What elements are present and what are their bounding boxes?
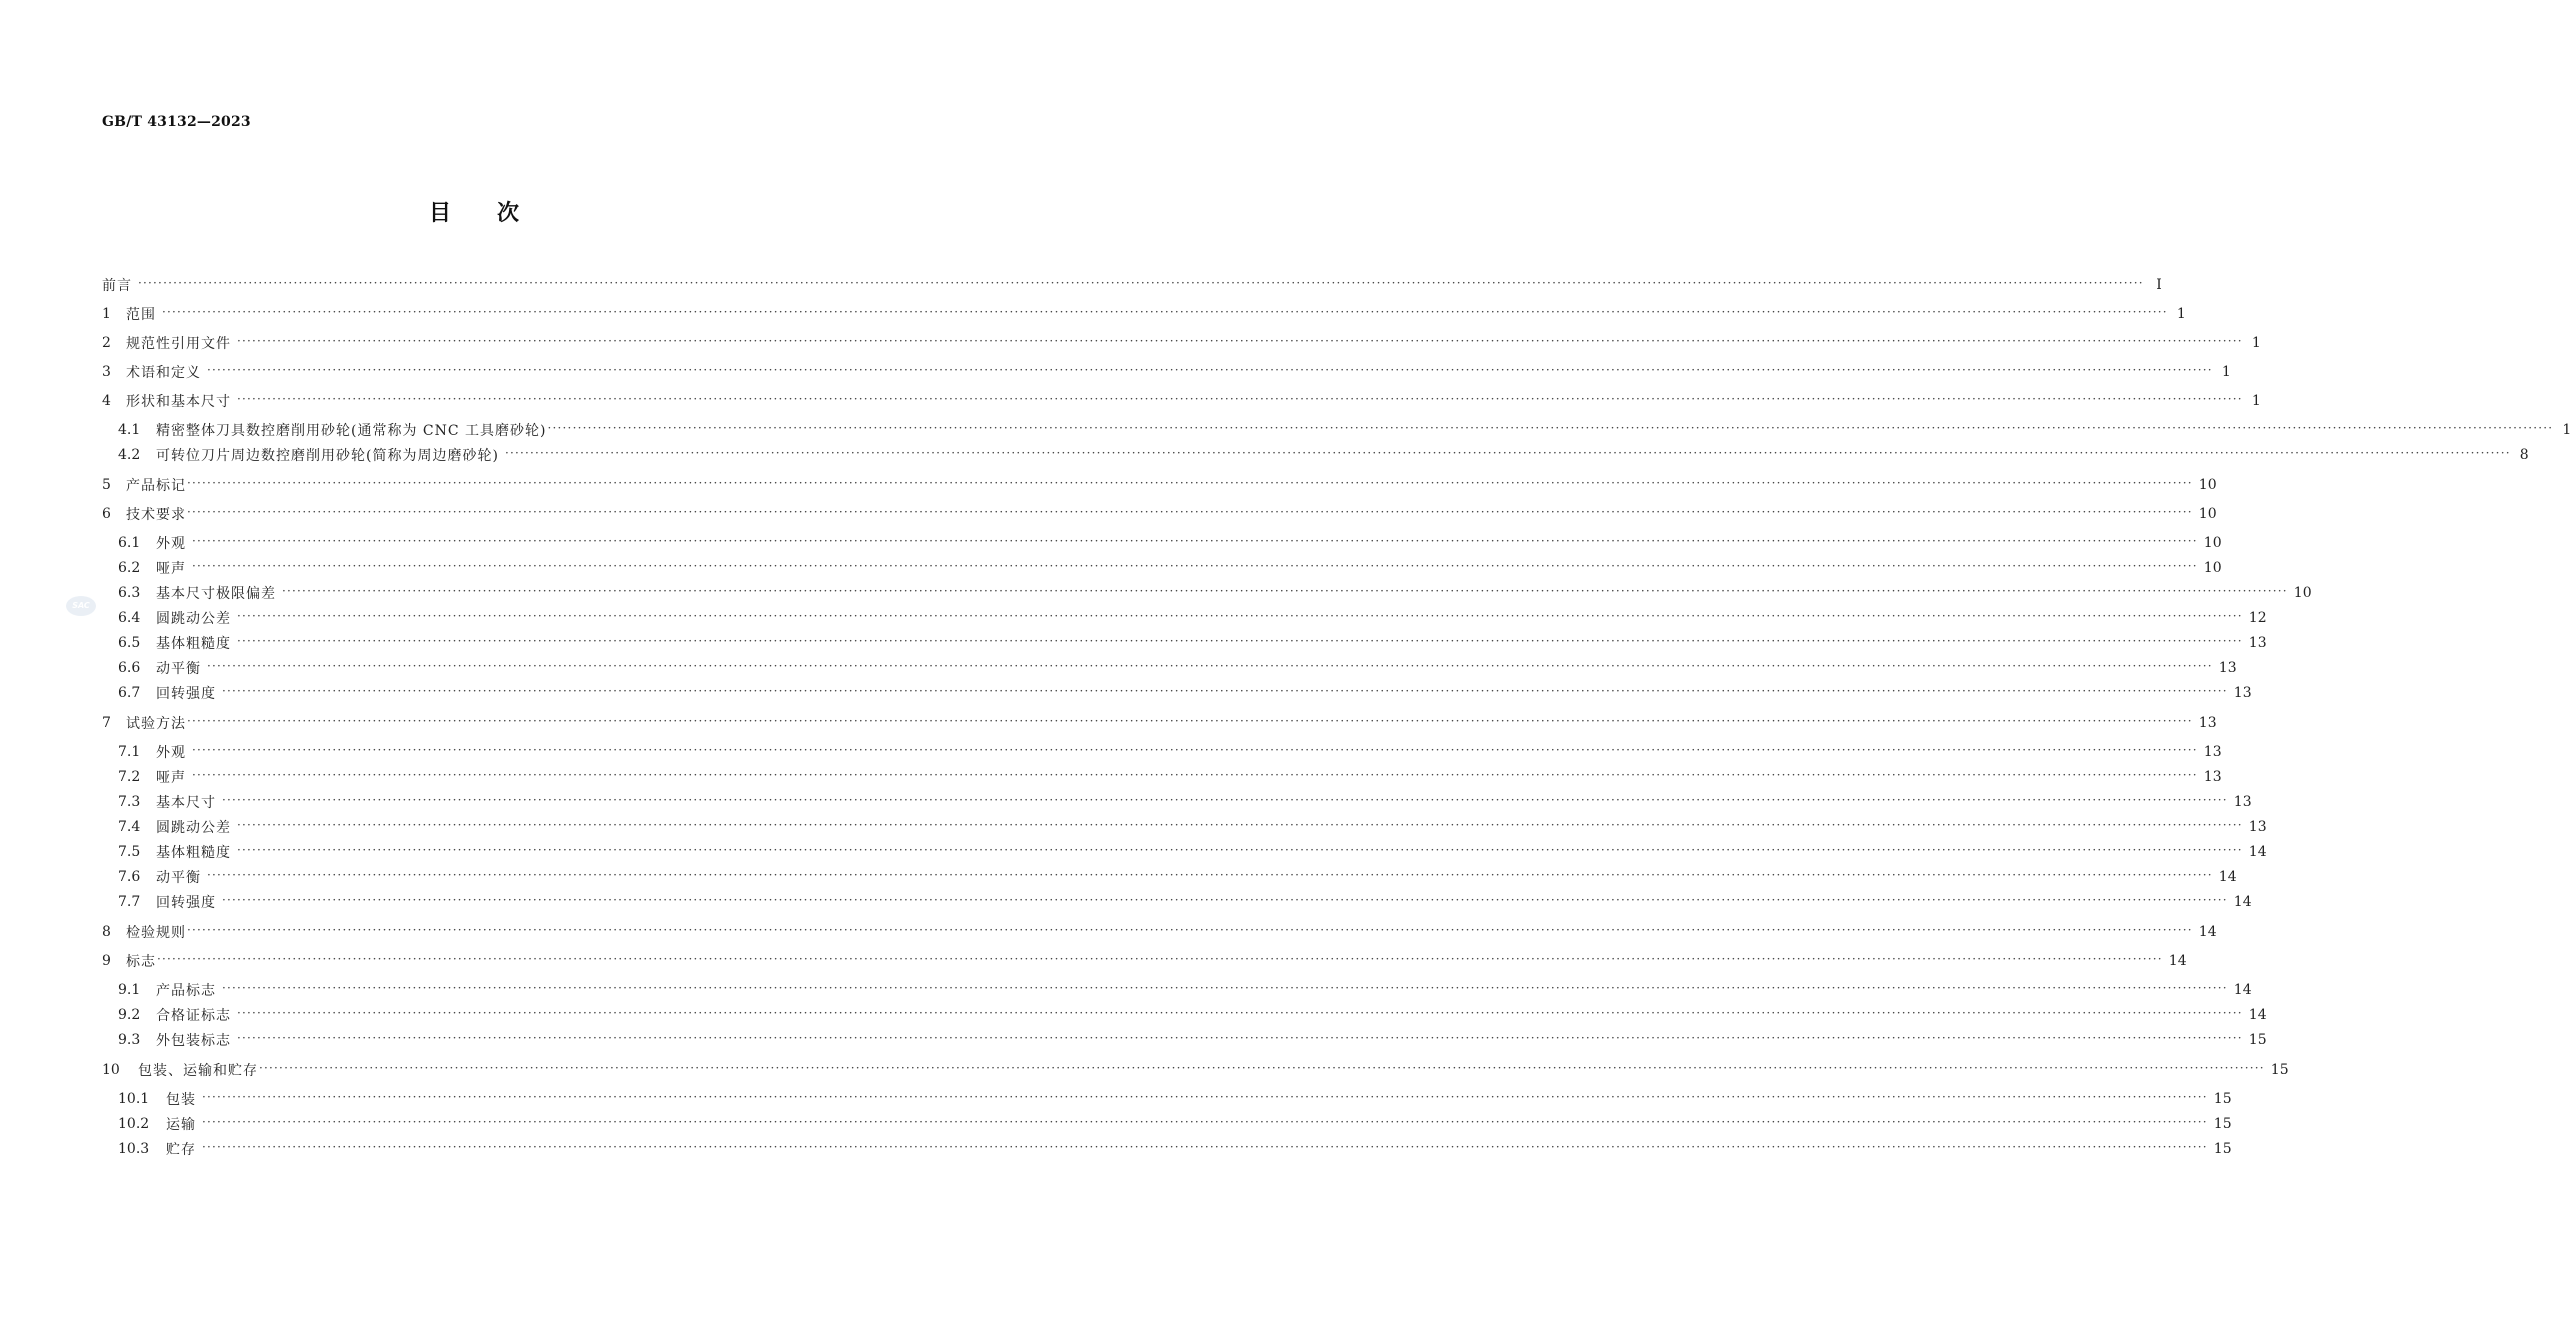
toc-entry[interactable] — [118, 444, 2529, 466]
toc-leader-dots: ················································································································································································································································································································································································································ — [162, 305, 2168, 319]
toc-entry-title: 包装、运输和贮存 — [138, 1063, 258, 1079]
toc-entry-title: 形状和基本尺寸 — [126, 394, 231, 410]
toc-entry-title: 精密整体刀具数控磨削用砂轮(通常称为 CNC 工具磨砂轮) — [156, 423, 547, 439]
toc-entry-number: 6.5 — [118, 635, 141, 651]
toc-entry-number: 6.6 — [118, 660, 141, 676]
toc-entry[interactable] — [118, 557, 2222, 579]
toc-leader-dots: ················································································································································································································································································································································································································ — [157, 952, 2163, 966]
toc-entry-number: 7.5 — [118, 844, 141, 860]
toc-entry-title: 哑声 — [156, 561, 186, 577]
toc-leader-dots: ················································································································································································································································································································································································································ — [259, 1061, 2265, 1075]
toc-entry-page-number: 10 — [2203, 535, 2222, 551]
toc-entry-number: 7.7 — [118, 894, 141, 910]
toc-entry-number: 8 — [102, 924, 111, 940]
toc-entry-page-number: 13 — [2203, 769, 2222, 785]
toc-leader-dots: ················································································································································································································································································································································································································ — [202, 1090, 2208, 1104]
toc-entry-page-number: 1 — [2251, 335, 2261, 351]
toc-entry[interactable] — [118, 891, 2252, 913]
toc-leader-dots: ················································································································································································································································································································································································································ — [237, 1031, 2243, 1045]
toc-entry-page-number: 15 — [2213, 1116, 2232, 1132]
toc-entry[interactable] — [102, 921, 2217, 943]
toc-entry[interactable] — [118, 816, 2267, 838]
toc-leader-dots: ················································································································································································································································································································································································································ — [282, 584, 2288, 598]
toc-entry-number: 7.1 — [118, 744, 141, 760]
toc-entry-page-number: 14 — [2168, 953, 2187, 969]
toc-entry-page-number: 13 — [2203, 744, 2222, 760]
toc-entry-page-number: 1 — [2251, 393, 2261, 409]
toc-entry[interactable] — [102, 332, 2261, 354]
toc-entry-number: 10.2 — [118, 1116, 150, 1132]
toc-entry-page-number: 14 — [2248, 1007, 2267, 1023]
toc-entry-title: 贮存 — [166, 1142, 196, 1158]
toc-leader-dots: ················································································································································································································································································································································································································ — [187, 476, 2193, 490]
toc-entry[interactable] — [118, 841, 2267, 863]
toc-entry-title: 标志 — [126, 954, 156, 970]
toc-entry-number: 9.2 — [118, 1007, 141, 1023]
toc-entry-page-number: 1 — [2221, 364, 2231, 380]
toc-leader-dots: ················································································································································································································································································································································································································ — [192, 743, 2198, 757]
toc-entry-page-number: 14 — [2198, 924, 2217, 940]
toc-entry-page-number: 14 — [2233, 982, 2252, 998]
toc-entry-number: 7 — [102, 715, 111, 731]
toc-entry-title: 外包装标志 — [156, 1033, 231, 1049]
toc-entry-page-number: 13 — [2198, 715, 2217, 731]
toc-leader-dots: ················································································································································································································································································································································································································ — [504, 446, 2511, 460]
toc-entry-title: 检验规则 — [126, 925, 186, 941]
toc-leader-dots: ················································································································································································································································································································································································································ — [222, 793, 2228, 807]
toc-entry-page-number: 10 — [2198, 477, 2217, 493]
toc-entry[interactable] — [118, 657, 2237, 679]
toc-entry-number: 7.3 — [118, 794, 141, 810]
toc-leader-dots: ················································································································································································································································································································································································································ — [237, 334, 2243, 348]
toc-entry-number: 6 — [102, 506, 111, 522]
toc-entry-title: 回转强度 — [156, 895, 216, 911]
toc-leader-dots: ················································································································································································································································································································································································································ — [237, 843, 2243, 857]
toc-entry-number: 9 — [102, 953, 111, 969]
toc-entry-title: 外观 — [156, 536, 186, 552]
toc-entry[interactable] — [118, 791, 2252, 813]
toc-entry-title: 圆跳动公差 — [156, 611, 231, 627]
toc-leader-dots: ················································································································································································································································································································································································································ — [192, 534, 2198, 548]
toc-entry[interactable] — [118, 1029, 2267, 1051]
toc-leader-dots: ················································································································································································································································································································································································································ — [237, 818, 2243, 832]
toc-entry-title: 前言 — [102, 278, 132, 294]
toc-entry-page-number: 15 — [2213, 1091, 2232, 1107]
toc-leader-dots: ················································································································································································································································································································································································································ — [187, 923, 2193, 937]
toc-entry-number: 4.1 — [118, 422, 141, 438]
toc-entry-page-number: 15 — [2270, 1062, 2289, 1078]
toc-title-char: 目 — [428, 201, 453, 226]
toc-entry[interactable] — [102, 950, 2187, 972]
toc-entry-title: 产品标记 — [126, 478, 186, 494]
toc-title-char: 次 — [497, 201, 522, 226]
toc-entry-page-number: 8 — [2519, 447, 2529, 463]
toc-entry-number: 4 — [102, 393, 111, 409]
toc-entry[interactable] — [118, 582, 2312, 604]
toc-entry-page-number: 10 — [2203, 560, 2222, 576]
toc-entry-page-number: 13 — [2218, 660, 2237, 676]
toc-entry-title: 包装 — [166, 1092, 196, 1108]
toc-entry-number: 6.7 — [118, 685, 141, 701]
toc-entry[interactable] — [102, 1059, 2289, 1081]
toc-entry-title: 哑声 — [156, 770, 186, 786]
toc-entry-number: 5 — [102, 477, 111, 493]
toc-entry-number: 10.1 — [118, 1091, 150, 1107]
toc-entry-page-number: 14 — [2218, 869, 2237, 885]
toc-leader-dots: ················································································································································································································································································································································································································ — [187, 505, 2193, 519]
toc-leader-dots: ················································································································································································································································································································································································································ — [547, 421, 2554, 435]
toc-entry-number: 6.1 — [118, 535, 141, 551]
toc-entry[interactable] — [118, 682, 2252, 704]
toc-leader-dots: ················································································································································································································································································································································································································ — [222, 893, 2228, 907]
toc-entry[interactable] — [118, 1004, 2267, 1026]
toc-entry-number: 6.3 — [118, 585, 141, 601]
toc-leader-dots: ················································································································································································································································································································································································································ — [138, 276, 2144, 290]
toc-entry[interactable] — [118, 866, 2237, 888]
toc-leader-dots: ················································································································································································································································································································································································································ — [202, 1115, 2208, 1129]
toc-entry-page-number: 13 — [2248, 635, 2267, 651]
toc-entry-number: 9.3 — [118, 1032, 141, 1048]
toc-entry-title: 动平衡 — [156, 661, 201, 677]
toc-entry-title: 可转位刀片周边数控磨削用砂轮(简称为周边磨砂轮) — [156, 448, 499, 464]
toc-entry[interactable] — [118, 1088, 2232, 1110]
toc-entry-page-number: 15 — [2248, 1032, 2267, 1048]
toc-entry-title: 基体粗糙度 — [156, 636, 231, 652]
toc-entry-number: 10.3 — [118, 1141, 150, 1157]
toc-entry-number: 4.2 — [118, 447, 141, 463]
toc-leader-dots: ················································································································································································································································································································································································································ — [237, 1006, 2243, 1020]
toc-leader-dots: ················································································································································································································································································································································································································ — [207, 659, 2213, 673]
toc-entry-page-number: Ⅰ — [2156, 277, 2162, 293]
toc-leader-dots: ················································································································································································································································································································································································································ — [237, 609, 2243, 623]
toc-leader-dots: ················································································································································································································································································································································································································ — [237, 634, 2243, 648]
watermark-logo: SAC — [66, 596, 96, 616]
toc-entry-number: 1 — [102, 306, 111, 322]
toc-entry-number: 6.2 — [118, 560, 141, 576]
toc-entry-page-number: 13 — [2248, 819, 2267, 835]
toc-entry-page-number: 10 — [2293, 585, 2312, 601]
toc-entry-title: 回转强度 — [156, 686, 216, 702]
toc-entry-page-number: 13 — [2233, 685, 2252, 701]
toc-entry-number: 9.1 — [118, 982, 141, 998]
toc-entry[interactable] — [102, 503, 2217, 525]
toc-entry[interactable] — [118, 979, 2252, 1001]
toc-entry[interactable] — [118, 741, 2222, 763]
toc-entry-title: 合格证标志 — [156, 1008, 231, 1024]
toc-entry-page-number: 14 — [2248, 844, 2267, 860]
toc-entry[interactable] — [102, 474, 2217, 496]
toc-entry-number: 6.4 — [118, 610, 141, 626]
toc-entry[interactable] — [118, 419, 2571, 441]
toc-entry[interactable] — [118, 607, 2267, 629]
toc-entry-title: 技术要求 — [126, 507, 186, 523]
toc-leader-dots: ················································································································································································································································································································································································································ — [237, 392, 2243, 406]
toc-entry[interactable] — [102, 390, 2261, 412]
toc-leader-dots: ················································································································································································································································································································································································································ — [207, 363, 2213, 377]
toc-entry[interactable] — [102, 361, 2231, 383]
toc-entry-title: 范围 — [126, 307, 156, 323]
toc-entry-page-number: 1 — [2562, 422, 2571, 438]
toc-leader-dots: ················································································································································································································································································································································································································ — [202, 1140, 2208, 1154]
toc-leader-dots: ················································································································································································································································································································································································································ — [222, 981, 2228, 995]
toc-entry-title: 产品标志 — [156, 983, 216, 999]
toc-entry-number: 2 — [102, 335, 111, 351]
toc-leader-dots: ················································································································································································································································································································································································································ — [192, 768, 2198, 782]
toc-entry-number: 7.4 — [118, 819, 141, 835]
toc-entry-title: 圆跳动公差 — [156, 820, 231, 836]
toc-leader-dots: ················································································································································································································································································································································································································ — [222, 684, 2228, 698]
toc-entry-title: 术语和定义 — [126, 365, 201, 381]
toc-entry-title: 基本尺寸 — [156, 795, 216, 811]
toc-entry[interactable] — [118, 632, 2267, 654]
toc-entry[interactable] — [118, 766, 2222, 788]
toc-entry-page-number: 12 — [2248, 610, 2267, 626]
toc-entry[interactable] — [102, 274, 2162, 296]
toc-entry[interactable] — [118, 1113, 2232, 1135]
toc-entry-title: 基体粗糙度 — [156, 845, 231, 861]
toc-leader-dots: ················································································································································································································································································································································································································ — [207, 868, 2213, 882]
toc-entry-page-number: 15 — [2213, 1141, 2232, 1157]
toc-leader-dots: ················································································································································································································································································································································································································ — [187, 714, 2193, 728]
toc-entry-title: 规范性引用文件 — [126, 336, 231, 352]
toc-entry-page-number: 14 — [2233, 894, 2252, 910]
toc-entry-title: 外观 — [156, 745, 186, 761]
toc-entry-title: 动平衡 — [156, 870, 201, 886]
toc-entry-page-number: 10 — [2198, 506, 2217, 522]
toc-entry[interactable] — [102, 303, 2186, 325]
toc-entry-page-number: 13 — [2233, 794, 2252, 810]
toc-entry[interactable] — [118, 1138, 2232, 1160]
toc-entry[interactable] — [118, 532, 2222, 554]
toc-entry-page-number: 1 — [2176, 306, 2186, 322]
toc-entry-number: 3 — [102, 364, 111, 380]
toc-entry-number: 10 — [102, 1062, 120, 1078]
toc-entry-number: 7.2 — [118, 769, 141, 785]
toc-entry-title: 运输 — [166, 1117, 196, 1133]
toc-entry-title: 试验方法 — [126, 716, 186, 732]
standard-number: GB/T 43132—2023 — [102, 114, 251, 130]
toc-entry-title: 基本尺寸极限偏差 — [156, 586, 276, 602]
toc-leader-dots: ················································································································································································································································································································································································································ — [192, 559, 2198, 573]
toc-entry-number: 7.6 — [118, 869, 141, 885]
toc-entry[interactable] — [102, 712, 2217, 734]
